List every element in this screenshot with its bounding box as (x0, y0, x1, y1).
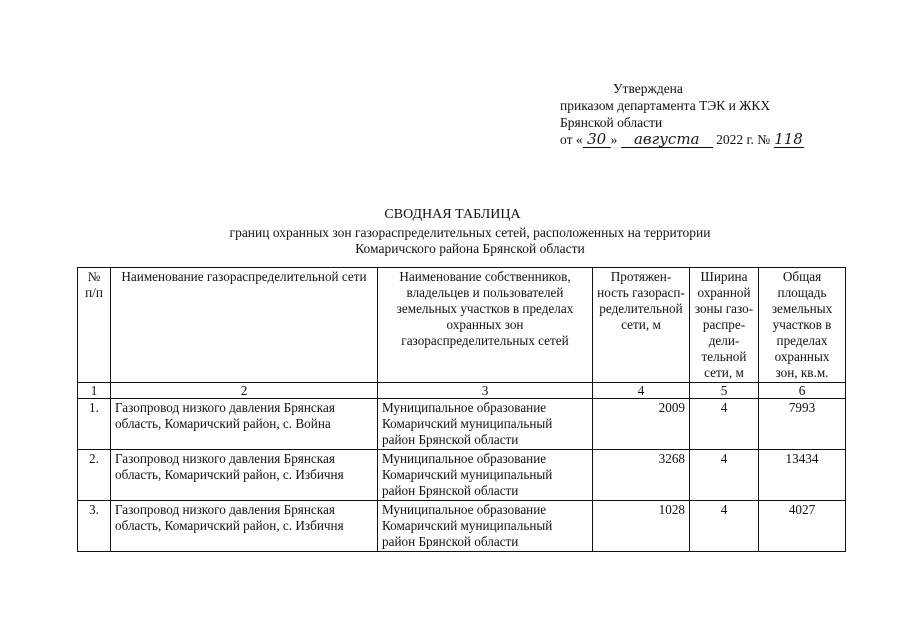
date-year: 2022 г. (716, 132, 754, 147)
row-number: 3. (78, 501, 111, 552)
header-num: № п/п (78, 268, 111, 383)
table-index-row (78, 383, 846, 399)
approval-region-line: Брянской области (560, 115, 663, 130)
index-cell: 3 (378, 383, 593, 399)
approval-order-line: приказом департамента ТЭК и ЖКХ (560, 98, 771, 113)
header-owners: Наименование собственников, владельцев и пользователей земельных участков в пределах охранных зон газораспределительных сетей (378, 268, 593, 383)
index-cell: 6 (759, 383, 846, 399)
table-row (78, 501, 846, 552)
zone-width: 4 (690, 399, 759, 450)
owner-name: Муниципальное образование Комаричский муниципальный район Брянской области (378, 501, 593, 552)
header-network-name: Наименование газораспределительной сети (111, 268, 378, 383)
order-number: 118 (774, 130, 803, 148)
zone-width: 4 (690, 501, 759, 552)
total-area: 7993 (759, 399, 846, 450)
date-day: 30 (583, 132, 611, 148)
summary-table (77, 267, 846, 552)
document-title: СВОДНАЯ ТАБЛИЦА (384, 207, 521, 222)
header-width: Ширина охранной зоны газо-распре-дели-тельной сети, м (690, 268, 759, 383)
network-name: Газопровод низкого давления Брянская область, Комаричский район, с. Избичня (111, 501, 378, 552)
owner-name: Муниципальное образование Комаричский муниципальный район Брянской области (378, 399, 593, 450)
total-area: 4027 (759, 501, 846, 552)
header-length: Протяжен-ность газорасп-ределительной сети, м (593, 268, 690, 383)
table-row (78, 399, 846, 450)
date-mid: » (610, 132, 618, 147)
total-area: 13434 (759, 450, 846, 501)
header-area: Общая площадь земельных участков в пределах охранных зон, кв.м. (759, 268, 846, 383)
index-cell: 1 (78, 383, 111, 399)
index-cell: 2 (111, 383, 378, 399)
owner-name: Муниципальное образование Комаричский муниципальный район Брянской области (378, 450, 593, 501)
row-number: 1. (78, 399, 111, 450)
table-row (78, 450, 846, 501)
index-cell: 5 (690, 383, 759, 399)
approval-title: Утверждена (613, 81, 683, 96)
table-header-row (78, 268, 846, 383)
date-prefix: от « (560, 132, 583, 147)
index-cell: 4 (593, 383, 690, 399)
network-length: 2009 (593, 399, 690, 450)
approval-stamp (560, 80, 804, 148)
number-label: № (757, 132, 771, 147)
network-length: 3268 (593, 450, 690, 501)
network-length: 1028 (593, 501, 690, 552)
zone-width: 4 (690, 450, 759, 501)
network-name: Газопровод низкого давления Брянская область, Комаричский район, с. Избичня (111, 450, 378, 501)
document-subtitle: границ охранных зон газораспределительных сетей, расположенных на территории Комаричского района Брянской области (229, 225, 711, 256)
date-month: августа (621, 132, 713, 148)
approval-date-line (560, 131, 804, 148)
row-number: 2. (78, 450, 111, 501)
network-name: Газопровод низкого давления Брянская область, Комаричский район, с. Война (111, 399, 378, 450)
